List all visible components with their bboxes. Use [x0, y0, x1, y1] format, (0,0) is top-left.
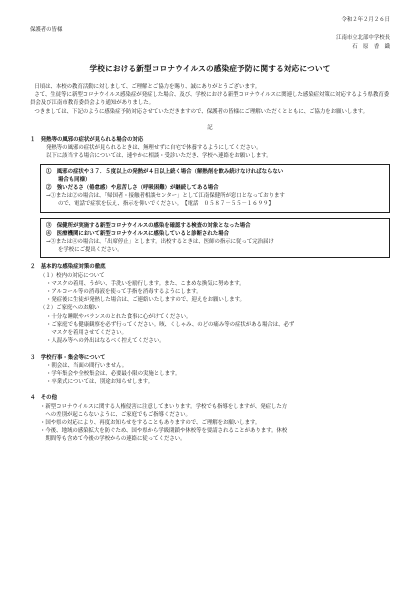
- date: 令和２年２月２６日: [341, 17, 390, 23]
- box2-line: ③ 保健所が実施する新型コロナウイルスの感染を確認する検査の対象となった場合: [46, 222, 251, 229]
- sender-name: 石 原 香 織: [352, 43, 390, 50]
- intro-paragraph-1: 日頃は、本校の教育活動に対しまして、ご理解とご協力を賜り、誠にありがとうございます。: [34, 84, 261, 91]
- list-item: ・今後、地域の感染拡大を防ぐため、国や県から学級閉鎖や休校等を要請されることがあります。休校: [40, 428, 288, 435]
- ki-heading: 記: [207, 124, 213, 131]
- box1-line: ① 風邪の症状や３７．５度以上の発熱が４日以上続く場合（解熱剤を飲み続けなければならない: [46, 168, 284, 175]
- list-item: ・国や県の対応により、再度お知らせをすることもありますので、ご理解をお願いします。: [40, 419, 261, 426]
- test-box: [40, 218, 390, 259]
- list-item: ・発症後に生徒が発熱した場合は、ご連絡いたしますので、迎えをお願いします。: [46, 297, 245, 304]
- box1-line: →①または②の場合は、「帰国者・接触者相談センター」として江南保健所が窓口となっております: [46, 193, 285, 200]
- list-item: ・マスクの着用、うがい、手洗いを励行します。また、こまめな換気に努めます。: [46, 280, 245, 287]
- addressee: 保護者の皆様: [30, 27, 63, 34]
- section2-sub1: （１）校内の対応について: [40, 272, 105, 279]
- section1-line: 以下に該当する場合については、速やかに相談・受診いただき、学校へ連絡をお願いします。: [46, 153, 272, 160]
- box2-line: ④ 医療機関において新型コロナウイルスに感染していると診断された場合: [46, 230, 229, 237]
- list-item: ・十分な睡眠やバランスのとれた食事に心がけてください。: [46, 313, 192, 320]
- list-item: 期間等も含めて今後の学校からの連絡に従ってください。: [40, 436, 186, 443]
- intro-paragraph-3: つきましては、下記のように感染症予防対応させていただきますので、保護者の皆様にご理解いただくとともに、ご協力をお願いします。: [34, 108, 368, 115]
- section4-heading: ４ その他: [30, 395, 57, 402]
- section2-heading: ２ 基本的な感染症対策の徹底: [30, 264, 106, 271]
- list-item: ・朝会は、当面の間行いません。: [46, 362, 128, 369]
- document-title: 学校における新型コロナウイルスの感染症予防に関する対応について: [89, 63, 331, 73]
- list-item: ・人混み等への外出はなるべく控えてください。: [46, 338, 165, 345]
- box1-line: ので、電話で症状を伝え、指示を仰いでください。 【電話 ０５８７－５５－１６９９】: [58, 201, 274, 208]
- intro-paragraph-2: さて、生徒等に新型コロナウイルス感染症が発症した場合、及び、学校における新型コロナウイルスに関連した感染症対策に対応するよう県教育委員会及び江南市教育委員会より通知がありました。: [30, 92, 390, 107]
- box2-line: →③または④の場合は、「出席停止」とします。出校するときは、医師の指示に従って完治届け: [46, 239, 274, 246]
- symptom-box: [40, 164, 390, 213]
- sender-block: [30, 34, 390, 50]
- section1-heading: １ 発熱等の風邪の症状が見られる場合の対応: [30, 137, 144, 144]
- section3-heading: ３ 学校行事・集会等について: [30, 354, 106, 361]
- section1-line: 発熱等の風邪の症状が見られるときは、無理せずに自宅で休養するようにしてください。: [46, 145, 262, 152]
- list-item: ・学年集会や全校集会は、必要最小限の実施とします。: [46, 370, 181, 377]
- list-item: ・ご家庭でも健康観察を必ず行ってください。咳、くしゃみ、のどの痛み等の症状がある場合は、必ず: [46, 321, 295, 328]
- sender-school: 江南市立北部中学校長: [336, 35, 390, 42]
- list-item: ・新型コロナウイルスに関する人権侵害に注意してまいります。学校でも指導をしますが、発症した方: [40, 403, 288, 410]
- list-item: マスクを着用させてください。: [46, 330, 127, 337]
- list-item: ・アルコール等の消毒液を使って手指を消毒するようにします。: [46, 289, 202, 296]
- box1-line: 場合も同様）: [58, 176, 91, 183]
- list-item: への差別が起こらないように、ご家庭でもご指導ください。: [40, 411, 191, 418]
- list-item: ・卒業式については、別途お知らせします。: [46, 379, 154, 386]
- box1-line: ② 強いだるさ（倦怠感）や息苦しさ（呼吸困難）が継続してある場合: [46, 185, 219, 192]
- section2-sub2: （２）ご家庭へのお願い: [40, 305, 100, 312]
- box2-line: を学校にご提出ください。: [58, 247, 123, 254]
